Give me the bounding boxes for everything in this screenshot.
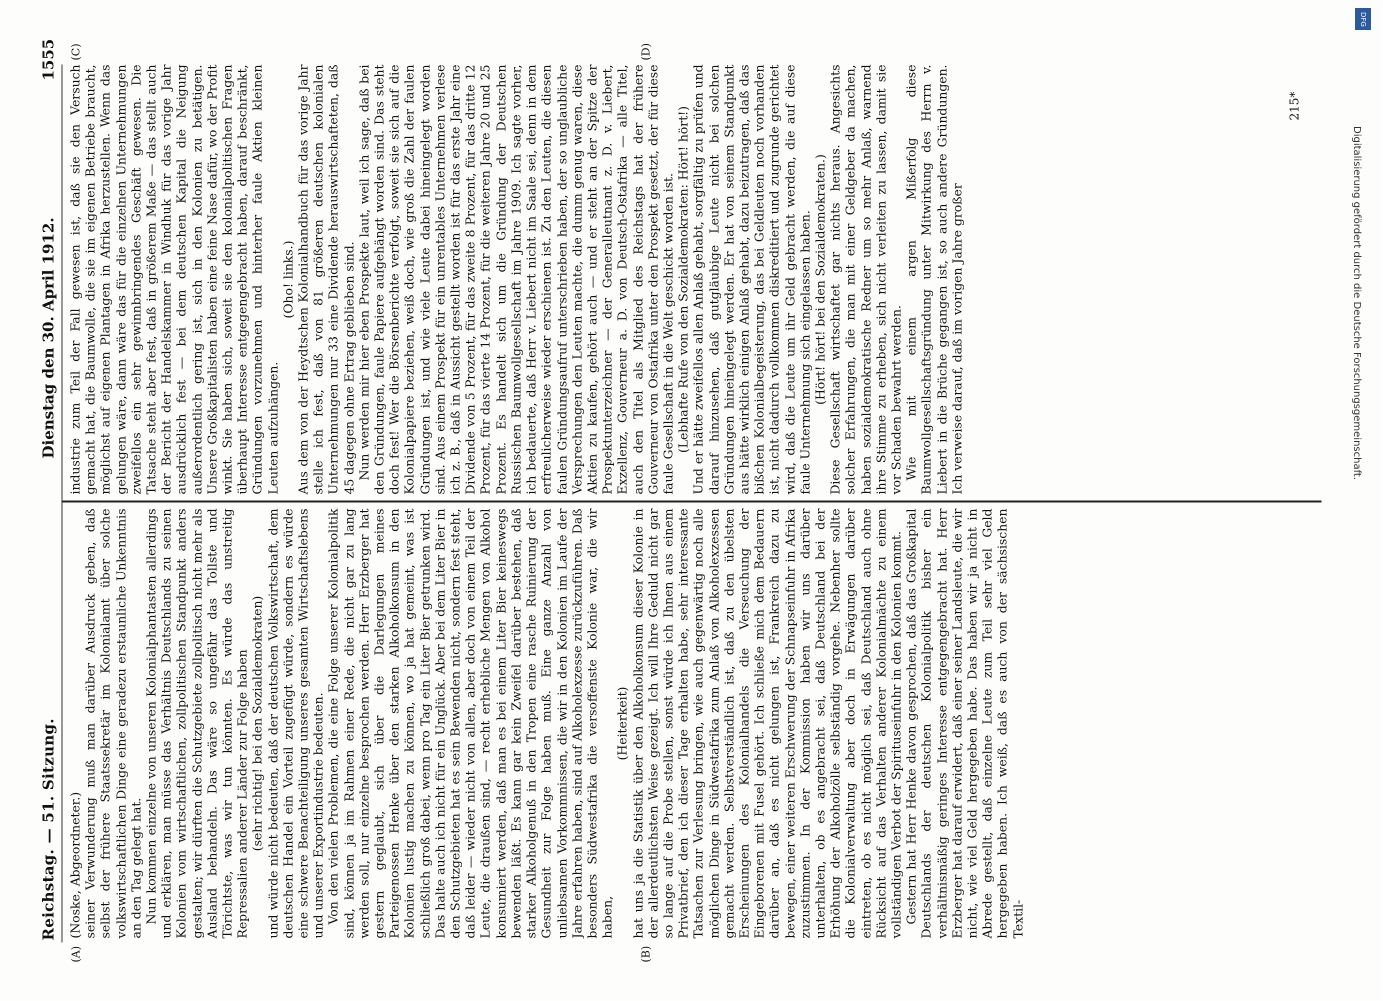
paragraph: industrie zum Teil der Fall gewesen ist, daß sie den Versuch gemacht hat, die Baumwolle, die sie im eigenen Betriebe braucht, möglichst auf eigenen Plantagen in Afrika herzustellen. Wenn das gelungen wäre, dann wäre das für die einzelnen Unternehmungen zweifellos ein sehr gewinnbringendes Geschäft gewesen. Die Tatsache steht aber fest, daß in größerem Maße — das stellt auch der Bericht der Handelskammer in Windhuk für das vorige Jahr ausdrücklich fest — bei dem deutschen Kapital die Neigung außerordentlich gering ist, sich in den Kolonien zu betätigen. Unsere Großkapitalisten haben eine feine Nase dafür, wo der Profit winkt. Sie haben sich, soweit sie den kolonialpolitischen Fragen überhaupt Interesse entgegengebracht haben, darauf beschränkt, Gründungen vorzunehmen und hinterher faule Aktien kleinen Leuten aufzuhängen. bbox=[67, 64, 281, 495]
margin-mark-d: (D) bbox=[639, 43, 653, 61]
running-header-date: Dienstag den 30. April 1912. bbox=[39, 217, 58, 459]
interjection: (Lebhafte Rufe von den Sozialdemokraten: Hört! hört!) bbox=[675, 106, 691, 453]
running-header-left: Reichstag. — 51. Sitzung. bbox=[39, 718, 58, 941]
paragraph: Wie mit einem argen Mißerfolg diese Baumwollgesellschaftsgründung unter Mitwirkung des Herrn v. Liebert in die Brüche gegangen ist, so auch andere Gründungen. Ich verweise darauf, daß im vorigen Jahre großer bbox=[903, 64, 965, 495]
header-rule bbox=[62, 65, 63, 943]
paragraph: und würde nicht bedeuten, daß der deutschen Volkswirtschaft, dem deutschen Handel ein Vorteil zugefügt würde, sondern es würde eine schwere Benachteiligung unseres gesamten Wirtschaftslebens und unserer Exportindustrie bedeuten. bbox=[265, 508, 326, 939]
dfg-logo: DFG bbox=[1355, 8, 1371, 30]
paragraph: Und er hätte zweifellos allen Anlaß gehabt, sorgfältig zu prüfen und darauf hinzusehen, daß gutgläubige Leute nicht bei solchen Gründungen hineingelegt werden. Er hat von seinem Standpunkt aus hätte wirklich einigen Anlaß gehabt, dazu beizutragen, daß das bißchen Kolonialbegeisterung, das bei Geldleuten noch vorhanden ist, nicht dadurch vollkommen diskreditiert und zugrunde gerichtet wird, daß die Leute um ihr Geld gebracht werden, die auf diese faule Unternehmung sich eingelassen haben. bbox=[690, 64, 813, 495]
interjection: (Oho! links.) bbox=[280, 240, 296, 319]
speaker-line: (Noske, Abgeordneter.) bbox=[67, 791, 83, 939]
column-divider bbox=[62, 501, 1322, 503]
margin-mark-a: (A) bbox=[69, 945, 83, 963]
page-number: 1555 bbox=[39, 38, 58, 81]
signature-mark: 215* bbox=[1287, 91, 1302, 121]
scanned-page bbox=[0, 1, 1383, 1001]
paragraph: Diese Gesellschaft wirtschaftet gar nichts heraus. Angesichts solcher Erfahrungen, die man mit einer Geldgeber da machen, haben sozialdemokratische Redner um so mehr Anlaß, warnend ihre Stimme zu erheben, sich nicht verleiten zu lassen, damit sie vor Schaden bewahrt werden. bbox=[827, 64, 904, 495]
paragraph: Nun kommen einzelne von unseren Kolonialphantasten allerdings und erklären, man müsse das Verhältnis Deutschlands zu seinen Kolonien vom wirtschaftlichen, zollpolitischen Standpunkt anders gestalten; wir dürften die Schutzgebiete zollpolitisch nicht mehr als Ausland behandeln. Das wäre so ungefähr das Tollste und Törichtste, was wir tun könnten. Es würde das unstreitig Repressalien anderer Länder zur Folge haben bbox=[143, 508, 250, 939]
interjection: (Hört! hört! bei den Sozialdemokraten.) bbox=[812, 154, 828, 405]
paragraph: seiner Verwunderung muß man darüber Ausdruck geben, daß selbst der frühere Staatssekretär im Kolonialamt über solche volkswirtschaftlichen Dinge eine geradezu erstaunliche Unkenntnis an den Tag gelegt hat. bbox=[82, 508, 144, 939]
margin-mark-c: (C) bbox=[69, 43, 83, 61]
paragraph: Aus dem von der Heydtschen Kolonialhandbuch für das vorige Jahr stelle ich fest, daß von 81 größeren deutschen kolonialen Unternehmungen nur 33 eine Dividende herauswirtschafteten, daß 45 dagegen ohne Ertrag geblieben sind. bbox=[295, 64, 357, 495]
interjection: (sehr richtig! bei den Sozialdemokraten) bbox=[249, 595, 265, 852]
digitization-note-text: Digitalisierung gefördert durch die Deutsche Forschungsgemeinschaft. bbox=[1351, 126, 1362, 481]
paragraph: Von den vielen Problemen, die eine Folge unserer Kolonialpolitik sind, können ja im Rahmen einer Rede, die nicht gar zu lang werden soll, nur einzelne besprochen werden. Herr Erzberger hat gestern geglaubt, sich über die Darlegungen meines Parteigenossen Henke über den starken Alkoholkonsum in den Kolonien lustig machen zu können, wo ja hat gemeint, was ist schließlich groß dabei, wenn pro Tag ein Liter Bier getrunken wird. Das halte auch ich nicht für ein Unglück. Aber bei dem Liter Bier in den Schutzgebieten hat es sein Bewenden nicht, sondern fest steht, daß leider — wieder nicht von allen, aber doch von einem Teil der Leute, die draußen sind, — recht erhebliche Mengen von Alkohol konsumiert werden, daß man es bei einem Liter Bier keineswegs bewenden läßt. Es kann gar kein Zweifel darüber bestehen, daß starker Alkoholgenuß in den Tropen eine rasche Ruinierung der Gesundheit zur Folge haben muß. Eine ganze Anzahl von unliebsamen Vorkommnissen, die wir in den Kolonien im Laufe der Jahre erfahren haben, sind auf Alkoholexzesse zurückzuführen. Daß besonders Südwestafrika die versoffenste Kolonie war, die wir haben, bbox=[325, 508, 615, 939]
left-text-column bbox=[68, 509, 1323, 939]
margin-mark-b: (B) bbox=[639, 945, 653, 963]
digitization-note bbox=[1344, 6, 1374, 966]
paragraph: hat uns ja die Statistik über den Alkoholkonsum dieser Kolonie in der allerdeutlichsten Weise gezeigt. Ich will Ihre Geduld nicht gar so lange auf die Probe stellen, sonst würde ich Ihnen aus einem Privatbrief, den ich dieser Tage erhalten habe, sehr interessante Tatsachen zur Verlesung bringen, wie auch gegenwärtig noch alle möglichen Dinge in Südwestafrika zum Anlaß von Alkoholexzessen gemacht werden. Selbstverständlich ist, daß zu den übelsten Erscheinungen des Kolonialhandels die Verseuchung der Eingeborenen mit Fusel gehört. Ich schließe mich dem Bedauern darüber an, daß es nicht gelungen ist, Frankreich dazu zu bewegen, einer weiteren Erschwerung der Schnapseinfuhr in Afrika zuzustimmen. In der Kommission haben wir uns darüber unterhalten, ob es angebracht sei, daß Deutschland bei der Erhöhung der Alkoholzölle selbständig vorgehe. Nebenher sollte die Kolonialverwaltung aber doch in Erwägungen darüber eintreten, ob es nicht möglich sei, daß Deutschland auch ohne Rücksicht auf das Verhalten anderer Kolonialmächte zu einem vollständigen Verbot der Spirituseinfuhr in den Kolonien kommt. bbox=[630, 508, 904, 939]
right-text-column bbox=[68, 65, 1323, 495]
paragraph: Nun werden mir hier eben Prospekte laut, weil ich sage, daß bei den Gründungen, faule Papiere aufgehängt worden sind. Das steht doch fest! Wer die Börsenberichte verfolgt, soweit sie sich auf die Kolonialpapiere beziehen, weiß doch, wie groß die Zahl der faulen Gründungen ist, und wie viele Leute dabei hineingelegt worden sind. Aus einem Prospekt für ein unrentables Unternehmen verlese ich z. B., daß in Aussicht gestellt worden ist für das erste Jahr eine Dividende von 5 Prozent, für das zweite 8 Prozent, für das dritte 12 Prozent, für das vierte 14 Prozent, für die weiteren Jahre 20 und 25 Prozent. Es handelt sich um die Gründung der Deutschen Russischen Baumwollgesellschaft im Jahre 1909. Ich sagte vorher, ich bedauerte, daß Herr v. Liebert nicht im Saale sei, denn in dem erfreulicherweise wieder erschienen ist. Zu den Leuten, die diesen faulen Gründungsaufruf unterschrieben haben, der so unglaubliche Versprechungen den Leuten machte, die dumm genug waren, diese Aktien zu kaufen, gehört auch — und er steht an der Spitze der Prospektunterzeichner — der Generalleutnant z. D. v. Liebert, Exzellenz, Gouverneur a. D. von Deutsch-Ostafrika — alle Titel, auch den Titel als Mitglied des Reichstags hat der frühere Gouverneur von Ostafrika unter den Prospekt gesetzt, der für diese faule Gesellschaft in die Welt geschickt worden ist. bbox=[356, 64, 676, 495]
paragraph: Gestern hat Herr Henke davon gesprochen, daß das Großkapital Deutschlands der deutschen Kolonialpolitik bisher ein verhältnismäßig geringes Interesse entgegengebracht hat. Herr Erzberger hat darauf erwidert, daß einer seiner Landsleute, die wir nicht, wie viel Geld hergegeben habe. Das haben wir ja nicht in Abrede gestellt, daß einzelne Leute zum Teil sehr viel Geld hergegeben haben. Ich weiß, daß es auch von der sächsischen Textil- bbox=[903, 508, 1026, 939]
interjection: (Heiterkeit) bbox=[614, 686, 630, 761]
